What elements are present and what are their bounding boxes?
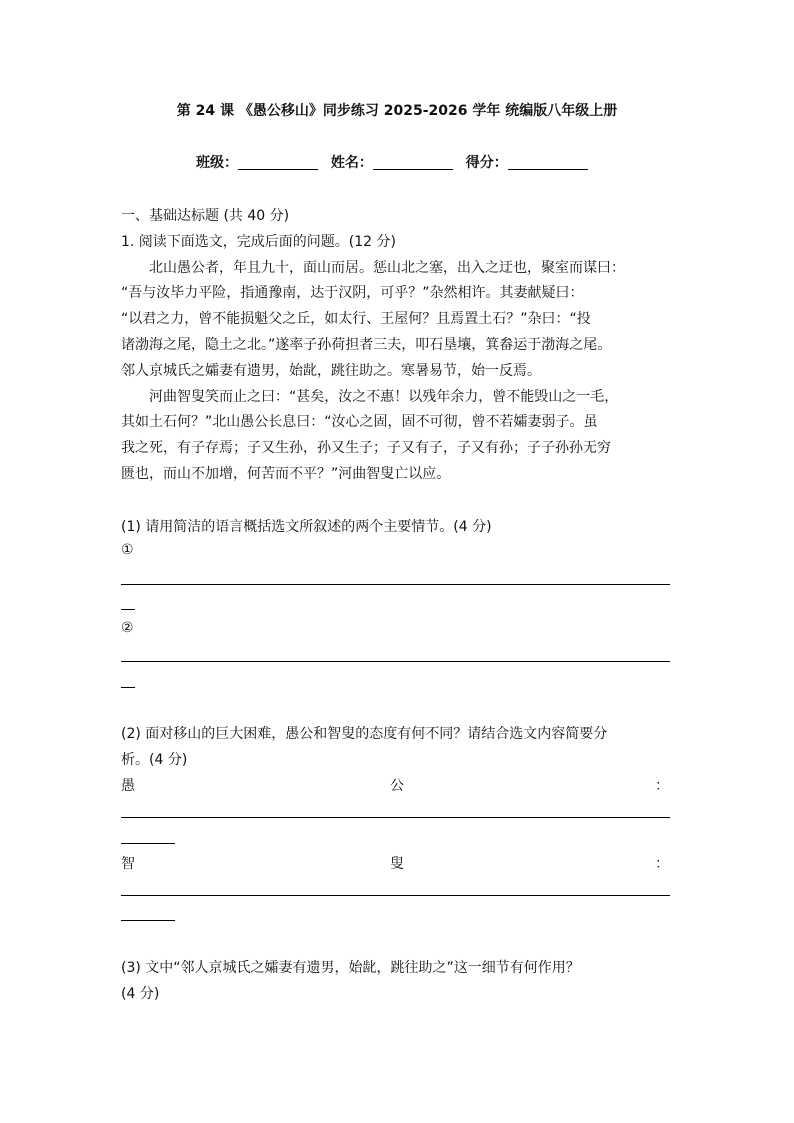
passage-line: “以君之力，曾不能损魁父之丘，如太行、王屋何？且焉置土石？”杂曰：“投	[121, 311, 591, 327]
passage-line: 其如土石何？”北山愚公长息曰：“汝心之固，固不可彻，曾不若孀妻弱子。虽	[121, 414, 598, 430]
score-label: 得分：	[465, 155, 508, 171]
answer-line-end	[121, 687, 135, 688]
student-info-row	[196, 152, 596, 172]
question-1-3-line2: (4 分)	[121, 986, 160, 1002]
answer-line-end	[121, 843, 175, 844]
question-1-2-line1: (2) 面对移山的巨大困难，愚公和智叟的态度有何不同？请结合选文内容简要分	[121, 726, 608, 742]
yugong-label-left: 愚	[121, 778, 135, 794]
passage-line: 邻人京城氏之孀妻有遗男，始龀，跳往助之。寒暑易节，始一反焉。	[121, 363, 541, 379]
passage-line: 河曲智叟笑而止之曰：“甚矣，汝之不惠！以残年余力，曾不能毁山之一毛，	[149, 389, 619, 405]
zhisou-colon: ：	[655, 856, 669, 872]
class-label: 班级：	[196, 155, 238, 171]
passage-line: “吾与汝毕力平险，指通豫南，达于汉阴，可乎？”杂然相许。其妻献疑曰：	[121, 285, 584, 301]
answer-marker-1: ①	[121, 542, 134, 558]
passage-line: 诸渤海之尾，隐土之北。”遂率子孙荷担者三夫，叩石垦壤，箕畚运于渤海之尾。	[121, 337, 612, 353]
answer-line[interactable]	[121, 817, 670, 818]
question-1-3-line1: (3) 文中“邻人京城氏之孀妻有遗男，始龀，跳往助之”这一细节有何作用？	[121, 960, 580, 976]
answer-line[interactable]	[121, 661, 670, 662]
name-blank[interactable]	[373, 154, 453, 170]
question-1-1: (1) 请用简洁的语言概括选文所叙述的两个主要情节。(4 分)	[121, 519, 492, 535]
answer-line[interactable]	[121, 895, 670, 896]
class-blank[interactable]	[238, 154, 318, 170]
zhisou-label-right: 叟	[390, 856, 404, 872]
answer-line-end	[121, 609, 135, 610]
name-label: 姓名：	[330, 155, 373, 171]
answer-line-end	[121, 920, 175, 921]
score-blank[interactable]	[508, 154, 588, 170]
section-heading: 一、基础达标题 (共 40 分)	[121, 208, 290, 224]
yugong-label-right: 公	[390, 778, 404, 794]
answer-line[interactable]	[121, 584, 670, 585]
question-1-stem: 1. 阅读下面选文，完成后面的问题。(12 分)	[121, 234, 396, 250]
question-1-2-line2: 析。(4 分)	[121, 752, 188, 768]
zhisou-label-left: 智	[121, 856, 135, 872]
passage-line: 匮也，而山不加增，何苦而不平？”河曲智叟亡以应。	[121, 466, 451, 482]
answer-marker-2: ②	[121, 620, 134, 636]
passage-line: 我之死，有子存焉；子又生孙，孙又生子；子又有子，子又有孙；子子孙孙无穷	[121, 440, 611, 456]
passage-line: 北山愚公者，年且九十，面山而居。惩山北之塞，出入之迂也，聚室而谋曰：	[149, 260, 625, 276]
page-title: 第 24 课 《愚公移山》同步练习 2025-2026 学年 统编版八年级上册	[176, 103, 618, 119]
yugong-colon: ：	[655, 778, 669, 794]
